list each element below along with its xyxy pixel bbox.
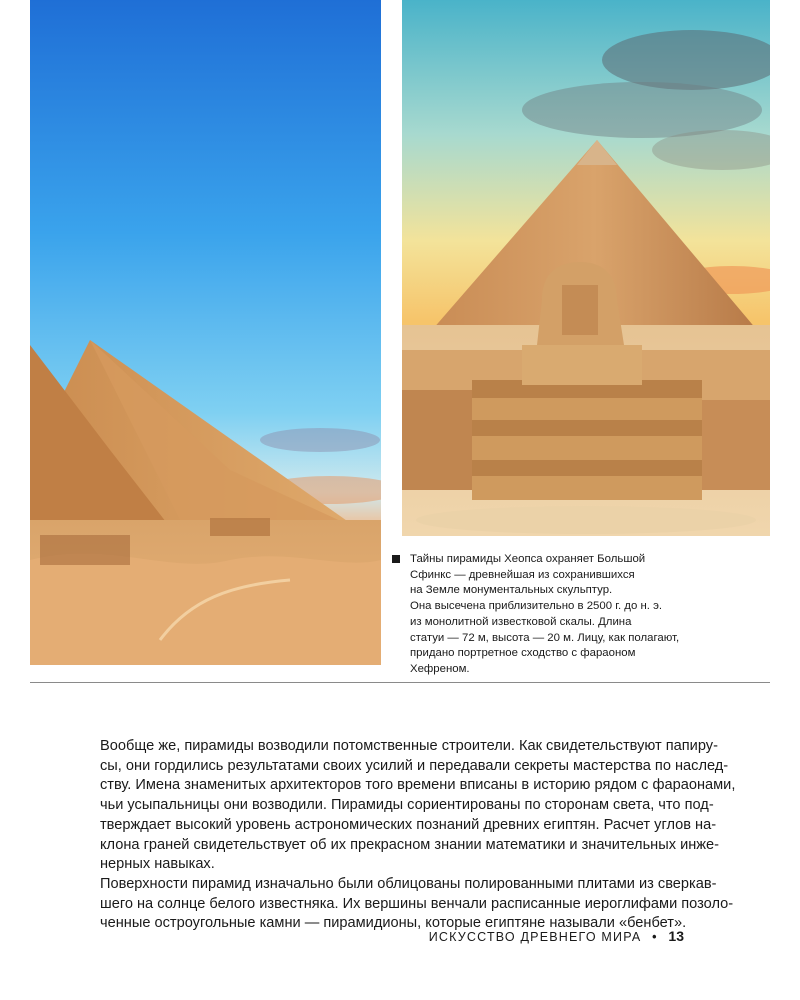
caption-line: на Земле монументальных скульптур. (410, 584, 613, 597)
body-line: Поверхности пирамид изначально были облицованы полированными плитами из сверкав- (100, 875, 717, 892)
caption-line: придано портретное сходство с фараоном (410, 647, 636, 660)
body-line: Вообще же, пирамиды возводили потомственные строители. Как свидетельствуют папиру- (100, 738, 718, 754)
sphinx-image (402, 0, 770, 536)
body-line: ству. Имена знаменитых архитекторов того времени вписаны в историю рядом с фараонами, (100, 777, 736, 794)
page-number: 13 (668, 928, 684, 944)
caption-line: Тайны пирамиды Хеопса охраняет Большой (410, 553, 646, 565)
photo-sphinx (402, 0, 770, 536)
body-line: чьи усыпальницы они возводили. Пирамиды сориентированы по сторонам света, что под- (100, 797, 714, 814)
pyramids-image (30, 0, 381, 665)
caption-line: из монолитной известковой скалы. Длина (410, 615, 632, 628)
horizontal-divider (30, 682, 770, 683)
footer-separator: • (652, 930, 658, 944)
footer-section-title: ИСКУССТВО ДРЕВНЕГО МИРА (428, 930, 642, 944)
body-line: ченные остроугольные камни — пирамидионы, которые египтяне называли «бенбет». (100, 915, 687, 932)
caption-line: статуи — 72 м, высота — 20 м. Лицу, как полагают, (410, 631, 680, 644)
caption-line: Она высечена приблизительно в 2500 г. до н. э. (410, 600, 663, 613)
caption-square-marker (392, 555, 400, 563)
caption-line: Сфинкс — древнейшая из сохранившихся (410, 568, 635, 581)
body-line: нерных навыках. (100, 856, 215, 873)
body-line: клона граней свидетельствует об их прекрасном знании математики и значительных инже- (100, 836, 720, 853)
caption-line: Хефреном. (410, 662, 470, 675)
page-footer (429, 928, 684, 944)
photo-pyramids (30, 0, 381, 665)
body-line: шего на солнце белого известняка. Их вершины венчали расписанные иероглифами позоло- (100, 895, 734, 912)
body-line: тверждает высокий уровень астрономических познаний древних египтян. Расчет углов на- (100, 816, 717, 833)
body-line: сы, они гордились результатами своих усилий и передавали секреты мастерства по наслед- (100, 757, 729, 774)
photo-caption (392, 552, 692, 678)
caption-text (410, 552, 692, 678)
body-text (100, 737, 736, 934)
